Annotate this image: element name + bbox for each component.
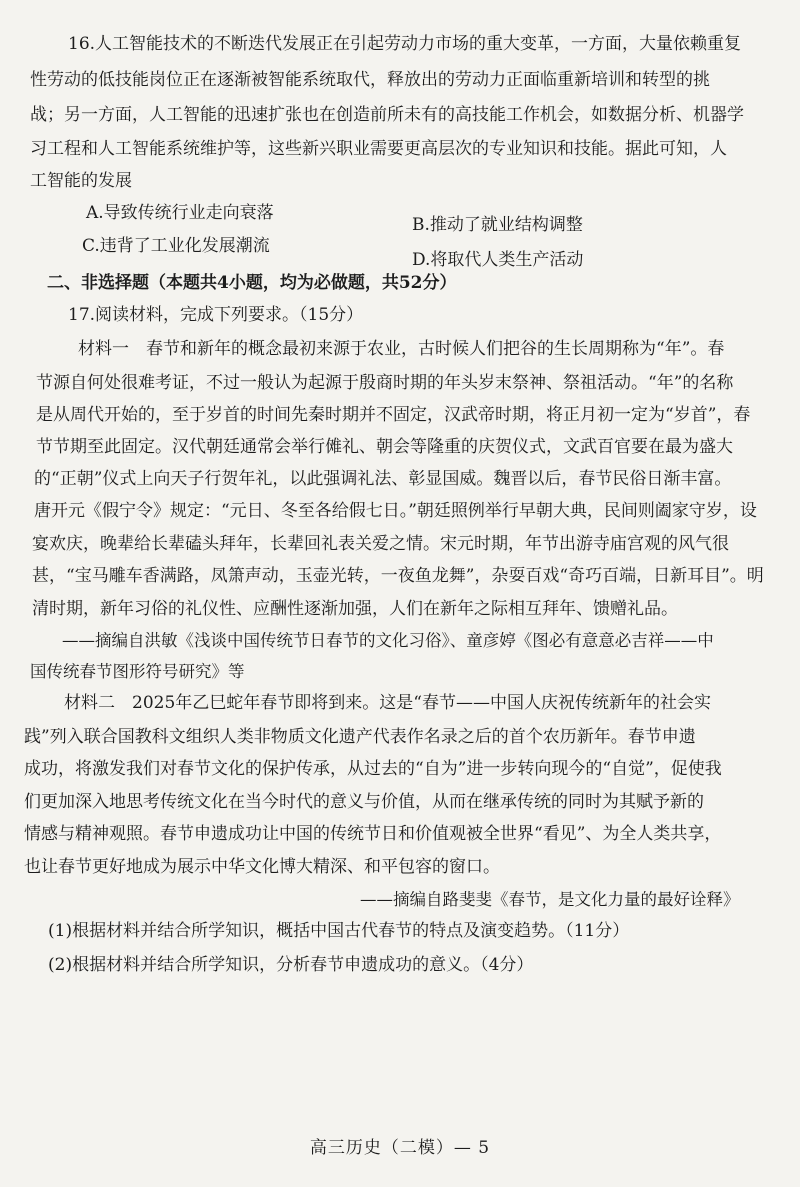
- material2-line-3: 成功，将激发我们对春节文化的保护传承，从过去的“自为”进一步转向现今的“自觉”，促使我: [24, 759, 722, 779]
- material1-line-2: 节源自何处很难考证，不过一般认为起源于殷商时期的年头岁末祭神、祭祖活动。“年”的名称: [36, 373, 734, 393]
- material2-line-1: 材料二 2025年乙巳蛇年春节即将到来。这是“春节——中国人庆祝传统新年的社会实: [64, 693, 711, 713]
- material1-line-3: 是从周代开始的，至于岁首的时间先秦时期并不固定，汉武帝时期，将正月初一定为“岁首”，春: [36, 405, 751, 425]
- q16-option-d: D.将取代人类生产活动: [412, 250, 584, 270]
- material2-line-4: 们更加深入地思考传统文化在当今时代的意义与价值，从而在继承传统的同时为其赋予新的: [24, 792, 704, 812]
- material2-line-6: 也让春节更好地成为展示中华文化博大精深、和平包容的窗口。: [24, 857, 500, 877]
- q17-subquestion-1: (1)根据材料并结合所学知识，概括中国古代春节的特点及演变趋势。（11分）: [48, 921, 630, 941]
- material1-line-7: 宴欢庆，晚辈给长辈磕头拜年，长辈回礼表关爱之情。宋元时期，年节出游寺庙宫观的风气很: [32, 534, 729, 554]
- q16-option-a: A.导致传统行业走向衰落: [86, 203, 274, 223]
- q16-line-4: 习工程和人工智能系统维护等，这些新兴职业需要更高层次的专业知识和技能。据此可知，人: [30, 139, 727, 159]
- material2-line-5: 情感与精神观照。春节申遗成功让中国的传统节日和价值观被全世界“看见”、为全人类共享，: [24, 824, 722, 844]
- material1-line-5: 的“正朝”仪式上向天子行贺年礼，以此强调礼法、彰显国威。魏晋以后，春节民俗日渐丰富。: [34, 469, 732, 489]
- material1-line-8: 甚，“宝马雕车香满路，凤箫声动，玉壶光转，一夜鱼龙舞”，杂耍百戏“奇巧百端，日新耳目”。明: [32, 566, 764, 586]
- material2-source: ——摘编自路斐斐《春节，是文化力量的最好诠释》: [360, 890, 740, 909]
- q16-option-b: B.推动了就业结构调整: [412, 215, 583, 235]
- page-footer: 高三历史（二模）— 5: [309, 1138, 491, 1158]
- material2-line-2: 践”列入联合国教科文组织人类非物质文化遗产代表作名录之后的首个农历新年。春节申遗: [24, 727, 696, 747]
- q17-intro: 17.阅读材料，完成下列要求。（15分）: [68, 305, 364, 325]
- q16-option-c: C.违背了工业化发展潮流: [82, 236, 270, 256]
- q16-line-1: 16.人工智能技术的不断迭代发展正在引起劳动力市场的重大变革，一方面，大量依赖重复: [68, 34, 742, 54]
- section-title: 二、非选择题（本题共4小题，均为必做题，共52分）: [47, 273, 457, 293]
- q16-line-3: 战；另一方面，人工智能的迅速扩张也在创造前所未有的高技能工作机会，如数据分析、机器学: [30, 105, 744, 125]
- q17-subquestion-2: (2)根据材料并结合所学知识，分析春节申遗成功的意义。（4分）: [48, 955, 534, 975]
- q16-line-2: 性劳动的低技能岗位正在逐渐被智能系统取代，释放出的劳动力正面临重新培训和转型的挑: [30, 70, 710, 90]
- material1-line-1: 材料一 春节和新年的概念最初来源于农业，古时候人们把谷的生长周期称为“年”。春: [78, 339, 725, 359]
- q16-line-5: 工智能的发展: [30, 171, 132, 191]
- material1-source-line-1: ——摘编自洪敏《浅谈中国传统节日春节的文化习俗》、童彦婷《图必有意意必吉祥——中: [62, 631, 714, 650]
- material1-line-6: 唐开元《假宁令》规定：“元日、冬至各给假七日。”朝廷照例举行早朝大典，民间则阖家守岁，设: [34, 501, 757, 521]
- material1-source-line-2: 国传统春节图形符号研究》等: [30, 662, 245, 681]
- material1-line-9: 清时期，新年习俗的礼仪性、应酬性逐渐加强，人们在新年之际相互拜年、馈赠礼品。: [32, 599, 678, 619]
- material1-line-4: 节节期至此固定。汉代朝廷通常会举行傩礼、朝会等隆重的庆贺仪式，文武百官要在最为盛大: [36, 437, 733, 457]
